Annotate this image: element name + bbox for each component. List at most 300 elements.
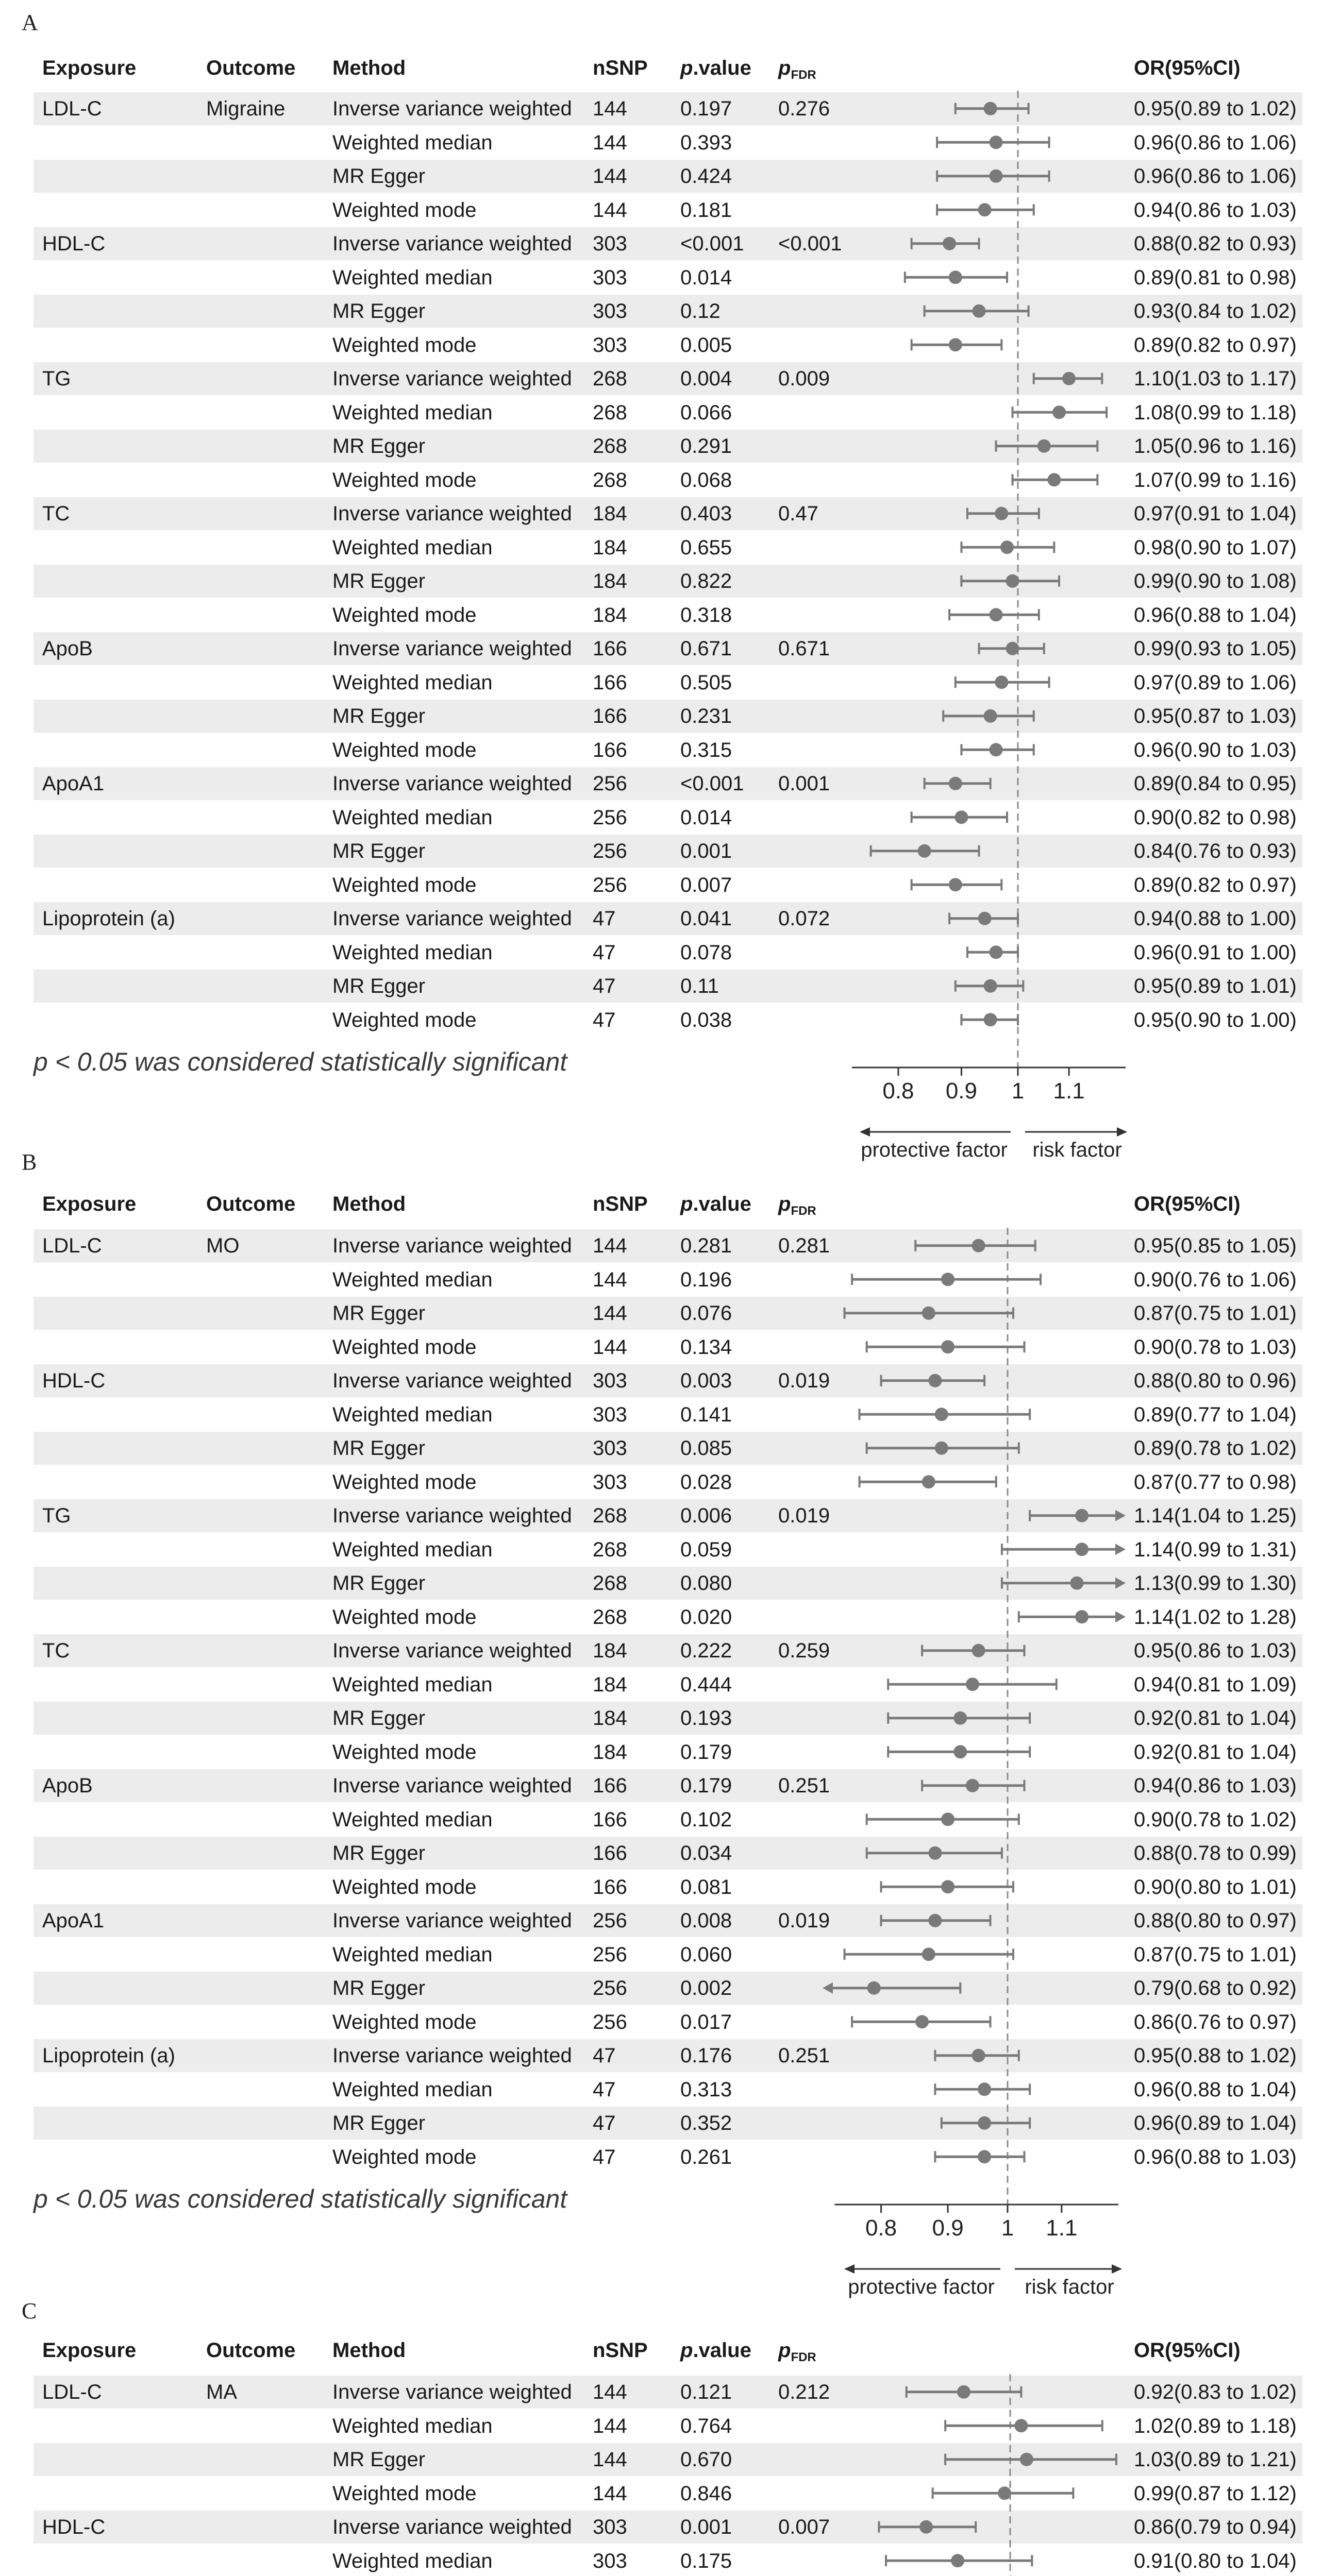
method-cell: Weighted mode bbox=[332, 198, 477, 222]
protective-arrow-head bbox=[860, 1127, 870, 1137]
nsnp-cell: 184 bbox=[593, 1673, 627, 1696]
pvalue-cell: 0.014 bbox=[680, 266, 732, 289]
nsnp-cell: 256 bbox=[593, 2010, 627, 2033]
or-ci-cell: 0.94(0.86 to 1.03) bbox=[1134, 1774, 1297, 1797]
method-cell: MR Egger bbox=[332, 2448, 426, 2471]
pvalue-cell: 0.014 bbox=[680, 806, 732, 829]
method-cell: MR Egger bbox=[332, 1302, 426, 1325]
method-cell: Weighted median bbox=[332, 1538, 493, 1561]
method-cell: Weighted median bbox=[332, 1403, 493, 1426]
pvalue-cell: 0.005 bbox=[680, 333, 732, 357]
method-cell: Weighted median bbox=[332, 1808, 493, 1831]
pfdr-cell: 0.009 bbox=[778, 367, 830, 390]
header-exposure: Exposure bbox=[42, 2339, 137, 2362]
pvalue-cell: 0.196 bbox=[680, 1268, 732, 1291]
or-ci-cell: 1.08(0.99 to 1.18) bbox=[1134, 401, 1297, 424]
pvalue-cell: 0.007 bbox=[680, 873, 732, 896]
pvalue-cell: 0.181 bbox=[680, 198, 732, 222]
or-point bbox=[949, 777, 962, 790]
or-ci-cell: 0.94(0.88 to 1.00) bbox=[1134, 907, 1297, 930]
or-ci-cell: 0.96(0.86 to 1.06) bbox=[1134, 131, 1297, 154]
header-pfdr-sub: FDR bbox=[791, 68, 816, 82]
or-ci-cell: 0.95(0.85 to 1.05) bbox=[1134, 1234, 1297, 1257]
header-outcome: Outcome bbox=[206, 57, 296, 79]
nsnp-cell: 256 bbox=[593, 873, 627, 896]
or-point bbox=[995, 675, 1008, 689]
method-cell: Weighted mode bbox=[332, 2482, 477, 2505]
pvalue-cell: 0.059 bbox=[680, 1538, 732, 1561]
pvalue-cell: 0.444 bbox=[680, 1673, 732, 1696]
header-pvalue-p: p bbox=[680, 1193, 693, 1215]
or-point bbox=[935, 1442, 948, 1455]
pvalue-cell: 0.315 bbox=[680, 738, 732, 761]
or-point bbox=[1075, 1610, 1088, 1623]
or-ci-cell: 0.86(0.76 to 0.97) bbox=[1134, 2010, 1297, 2033]
method-cell: Weighted median bbox=[332, 1268, 493, 1291]
method-cell: Inverse variance weighted bbox=[332, 907, 572, 930]
nsnp-cell: 47 bbox=[593, 2044, 616, 2067]
or-point bbox=[1052, 405, 1066, 419]
method-cell: Weighted median bbox=[332, 536, 493, 559]
nsnp-cell: 268 bbox=[593, 435, 627, 457]
pvalue-cell: 0.004 bbox=[680, 367, 732, 390]
or-point bbox=[935, 1408, 948, 1421]
or-ci-cell: 0.87(0.75 to 1.01) bbox=[1134, 1302, 1297, 1325]
pvalue-cell: 0.034 bbox=[680, 1842, 732, 1865]
exposure-cell: LDL-C bbox=[42, 2381, 102, 2403]
or-ci-cell: 0.99(0.87 to 1.12) bbox=[1134, 2482, 1297, 2505]
x-tick-label: 0.8 bbox=[882, 1078, 914, 1104]
method-cell: MR Egger bbox=[332, 840, 426, 862]
pvalue-cell: <0.001 bbox=[680, 772, 744, 795]
or-ci-cell: 1.14(1.04 to 1.25) bbox=[1134, 1504, 1297, 1527]
or-ci-cell: 0.95(0.88 to 1.02) bbox=[1134, 2044, 1297, 2067]
nsnp-cell: 184 bbox=[593, 1639, 627, 1662]
pfdr-cell: 0.212 bbox=[778, 2381, 830, 2403]
pvalue-cell: 0.318 bbox=[680, 603, 732, 626]
or-ci-cell: 0.92(0.81 to 1.04) bbox=[1134, 1707, 1297, 1730]
or-ci-cell: 0.96(0.88 to 1.04) bbox=[1134, 2078, 1297, 2101]
pvalue-cell: 0.11 bbox=[680, 975, 719, 997]
method-cell: Weighted median bbox=[332, 2078, 493, 2101]
pfdr-cell: 0.019 bbox=[778, 1369, 830, 1392]
nsnp-cell: 268 bbox=[593, 401, 627, 424]
pvalue-cell: 0.313 bbox=[680, 2078, 732, 2101]
or-point bbox=[1062, 372, 1076, 385]
nsnp-cell: 166 bbox=[593, 671, 627, 694]
nsnp-cell: 303 bbox=[593, 1403, 627, 1426]
nsnp-cell: 47 bbox=[593, 975, 616, 997]
method-cell: Weighted mode bbox=[332, 1008, 477, 1031]
panel-c bbox=[0, 2287, 1323, 2576]
method-cell: Weighted median bbox=[332, 671, 493, 694]
ci-arrow-right bbox=[1115, 1510, 1126, 1521]
pvalue-cell: 0.020 bbox=[680, 1605, 732, 1629]
nsnp-cell: 144 bbox=[593, 2381, 627, 2403]
nsnp-cell: 303 bbox=[593, 1470, 627, 1494]
pvalue-cell: 0.176 bbox=[680, 2044, 732, 2067]
nsnp-cell: 256 bbox=[593, 772, 627, 795]
forest-plot bbox=[0, 1139, 1323, 2298]
method-cell: Weighted mode bbox=[332, 1875, 477, 1899]
or-ci-cell: 0.88(0.82 to 0.93) bbox=[1134, 232, 1297, 255]
pvalue-cell: 0.179 bbox=[680, 1774, 732, 1797]
exposure-cell: LDL-C bbox=[42, 97, 102, 120]
method-cell: Inverse variance weighted bbox=[332, 1909, 572, 1932]
panel-b bbox=[0, 1139, 1323, 2298]
outcome-cell: MO bbox=[206, 1234, 240, 1257]
method-cell: Inverse variance weighted bbox=[332, 1234, 572, 1257]
method-cell: Inverse variance weighted bbox=[332, 637, 572, 660]
or-ci-cell: 0.99(0.90 to 1.08) bbox=[1134, 570, 1297, 592]
header-pfdr-sub: FDR bbox=[791, 1204, 816, 1218]
header-method: Method bbox=[332, 57, 406, 79]
nsnp-cell: 144 bbox=[593, 1335, 627, 1359]
nsnp-cell: 256 bbox=[593, 1909, 627, 1932]
pvalue-cell: 0.281 bbox=[680, 1234, 732, 1257]
method-cell: Inverse variance weighted bbox=[332, 502, 572, 525]
nsnp-cell: 184 bbox=[593, 502, 627, 525]
or-ci-cell: 0.89(0.78 to 1.02) bbox=[1134, 1437, 1297, 1460]
pvalue-cell: 0.822 bbox=[680, 570, 732, 592]
nsnp-cell: 268 bbox=[593, 367, 627, 390]
or-ci-cell: 0.96(0.90 to 1.03) bbox=[1134, 738, 1297, 761]
exposure-cell: ApoB bbox=[42, 1774, 93, 1797]
nsnp-cell: 303 bbox=[593, 266, 627, 289]
method-cell: Weighted mode bbox=[332, 2010, 477, 2033]
pvalue-cell: 0.764 bbox=[680, 2414, 732, 2437]
header-exposure: Exposure bbox=[42, 57, 137, 79]
method-cell: Weighted mode bbox=[332, 873, 477, 896]
or-ci-cell: 0.94(0.86 to 1.03) bbox=[1134, 198, 1297, 222]
method-cell: Weighted mode bbox=[332, 603, 477, 626]
method-cell: Inverse variance weighted bbox=[332, 2044, 572, 2067]
pvalue-cell: 0.671 bbox=[680, 637, 732, 660]
header-pvalue-rest: .value bbox=[693, 2339, 751, 2362]
x-tick-label: 0.9 bbox=[945, 1078, 978, 1104]
pvalue-cell: 0.670 bbox=[680, 2448, 732, 2471]
method-cell: Inverse variance weighted bbox=[332, 1774, 572, 1797]
pvalue-cell: 0.085 bbox=[680, 1437, 732, 1460]
exposure-cell: HDL-C bbox=[42, 1369, 106, 1392]
nsnp-cell: 268 bbox=[593, 1572, 627, 1595]
risk-label: risk factor bbox=[1025, 2276, 1114, 2298]
header-pvalue-p: p bbox=[680, 57, 693, 79]
exposure-cell: HDL-C bbox=[42, 2516, 106, 2538]
method-cell: Weighted median bbox=[332, 401, 493, 424]
or-ci-cell: 0.96(0.86 to 1.06) bbox=[1134, 165, 1297, 188]
pfdr-cell: 0.276 bbox=[778, 97, 830, 120]
header-pfdr-p: p bbox=[778, 2339, 791, 2362]
or-ci-cell: 0.89(0.84 to 0.95) bbox=[1134, 772, 1297, 795]
or-point bbox=[978, 2150, 991, 2163]
or-point bbox=[1047, 473, 1061, 486]
pfdr-cell: 0.47 bbox=[778, 502, 818, 525]
header-nsnp: nSNP bbox=[593, 1193, 648, 1215]
method-cell: Inverse variance weighted bbox=[332, 1639, 572, 1662]
nsnp-cell: 47 bbox=[593, 2078, 616, 2101]
pfdr-cell: 0.251 bbox=[778, 1774, 830, 1797]
nsnp-cell: 166 bbox=[593, 1875, 627, 1899]
or-point bbox=[990, 608, 1003, 621]
method-cell: Weighted median bbox=[332, 806, 493, 829]
nsnp-cell: 184 bbox=[593, 1707, 627, 1730]
or-point bbox=[990, 743, 1003, 756]
significance-note: p < 0.05 was considered statistically significant bbox=[34, 1047, 567, 1076]
or-ci-cell: 1.13(0.99 to 1.30) bbox=[1134, 1572, 1297, 1595]
or-point bbox=[928, 1374, 942, 1387]
method-cell: MR Egger bbox=[332, 1707, 426, 1730]
or-ci-cell: 0.94(0.81 to 1.09) bbox=[1134, 1673, 1297, 1696]
or-point bbox=[1037, 439, 1051, 453]
method-cell: Weighted mode bbox=[332, 1740, 477, 1764]
or-point bbox=[1000, 540, 1014, 554]
or-ci-cell: 0.95(0.87 to 1.03) bbox=[1134, 705, 1297, 727]
method-cell: Weighted median bbox=[332, 1943, 493, 1966]
method-cell: Weighted mode bbox=[332, 2145, 477, 2168]
nsnp-cell: 303 bbox=[593, 232, 627, 255]
or-point bbox=[990, 945, 1003, 959]
nsnp-cell: 184 bbox=[593, 1740, 627, 1764]
nsnp-cell: 144 bbox=[593, 97, 627, 120]
header-outcome: Outcome bbox=[206, 2339, 296, 2362]
pvalue-cell: 0.006 bbox=[680, 1504, 732, 1527]
or-point bbox=[941, 1273, 954, 1286]
exposure-cell: HDL-C bbox=[42, 232, 106, 255]
pvalue-cell: 0.002 bbox=[680, 1977, 732, 1999]
pvalue-cell: 0.078 bbox=[680, 941, 732, 964]
or-point bbox=[998, 2486, 1011, 2500]
or-ci-cell: 0.87(0.77 to 0.98) bbox=[1134, 1470, 1297, 1494]
or-point bbox=[922, 1307, 935, 1320]
pfdr-cell: <0.001 bbox=[778, 232, 842, 255]
pvalue-cell: 0.102 bbox=[680, 1808, 732, 1831]
method-cell: Inverse variance weighted bbox=[332, 772, 572, 795]
or-point bbox=[995, 507, 1008, 520]
or-point bbox=[867, 1981, 881, 1995]
header-nsnp: nSNP bbox=[593, 2339, 648, 2362]
or-point bbox=[928, 1846, 942, 1860]
nsnp-cell: 184 bbox=[593, 536, 627, 559]
pvalue-cell: 0.141 bbox=[680, 1403, 732, 1426]
pvalue-cell: 0.038 bbox=[680, 1008, 732, 1031]
or-point bbox=[990, 135, 1003, 149]
or-point bbox=[978, 2082, 991, 2096]
nsnp-cell: 166 bbox=[593, 637, 627, 660]
significance-note: p < 0.05 was considered statistically significant bbox=[34, 2184, 567, 2213]
or-ci-cell: 0.90(0.78 to 1.03) bbox=[1134, 1335, 1297, 1359]
x-tick-label: 1.1 bbox=[1046, 2215, 1078, 2241]
or-point bbox=[984, 1013, 997, 1026]
nsnp-cell: 47 bbox=[593, 1008, 616, 1031]
pvalue-cell: 0.505 bbox=[680, 671, 732, 694]
pvalue-cell: 0.393 bbox=[680, 131, 732, 154]
or-point bbox=[990, 170, 1003, 183]
or-ci-cell: 0.88(0.78 to 0.99) bbox=[1134, 1842, 1297, 1865]
nsnp-cell: 144 bbox=[593, 2482, 627, 2505]
or-ci-cell: 0.97(0.89 to 1.06) bbox=[1134, 671, 1297, 694]
or-point bbox=[966, 1779, 979, 1792]
exposure-cell: ApoA1 bbox=[42, 1909, 105, 1932]
or-point bbox=[919, 2520, 933, 2534]
or-ci-cell: 0.87(0.75 to 1.01) bbox=[1134, 1943, 1297, 1966]
pvalue-cell: 0.846 bbox=[680, 2482, 732, 2505]
nsnp-cell: 47 bbox=[593, 2145, 616, 2168]
or-ci-cell: 0.86(0.79 to 0.94) bbox=[1134, 2516, 1297, 2538]
pvalue-cell: 0.080 bbox=[680, 1572, 732, 1595]
or-ci-cell: 0.90(0.82 to 0.98) bbox=[1134, 806, 1297, 829]
pvalue-cell: 0.197 bbox=[680, 97, 732, 120]
nsnp-cell: 47 bbox=[593, 2112, 616, 2134]
nsnp-cell: 47 bbox=[593, 907, 616, 930]
nsnp-cell: 184 bbox=[593, 603, 627, 626]
pvalue-cell: 0.003 bbox=[680, 1369, 732, 1392]
nsnp-cell: 303 bbox=[593, 2549, 627, 2572]
pvalue-cell: 0.222 bbox=[680, 1639, 732, 1662]
panel-letter: B bbox=[22, 1149, 37, 1175]
risk-arrow-head bbox=[1112, 2264, 1122, 2274]
pfdr-cell: 0.281 bbox=[778, 1234, 830, 1257]
pvalue-cell: 0.12 bbox=[680, 300, 721, 323]
or-point bbox=[1020, 2453, 1033, 2466]
exposure-cell: TG bbox=[42, 1504, 71, 1527]
method-cell: Weighted mode bbox=[332, 1605, 477, 1629]
nsnp-cell: 47 bbox=[593, 941, 616, 964]
nsnp-cell: 144 bbox=[593, 198, 627, 222]
panel-letter: C bbox=[22, 2298, 37, 2324]
pvalue-cell: 0.424 bbox=[680, 165, 732, 188]
pfdr-cell: 0.251 bbox=[778, 2044, 830, 2067]
pvalue-cell: 0.655 bbox=[680, 536, 732, 559]
or-point bbox=[951, 2554, 964, 2567]
or-point bbox=[984, 709, 997, 723]
pvalue-cell: 0.017 bbox=[680, 2010, 732, 2033]
or-ci-cell: 0.89(0.77 to 1.04) bbox=[1134, 1403, 1297, 1426]
nsnp-cell: 144 bbox=[593, 2414, 627, 2437]
pvalue-cell: 0.231 bbox=[680, 705, 732, 727]
or-ci-cell: 0.79(0.68 to 0.92) bbox=[1134, 1977, 1297, 1999]
nsnp-cell: 303 bbox=[593, 333, 627, 357]
or-point bbox=[984, 102, 997, 115]
exposure-cell: LDL-C bbox=[42, 1234, 102, 1257]
or-point bbox=[984, 979, 997, 993]
nsnp-cell: 166 bbox=[593, 1774, 627, 1797]
header-pfdr-p: p bbox=[778, 57, 791, 79]
method-cell: Inverse variance weighted bbox=[332, 367, 572, 390]
or-point bbox=[954, 810, 968, 824]
method-cell: Inverse variance weighted bbox=[332, 2381, 572, 2403]
panel-letter: A bbox=[22, 10, 38, 35]
or-point bbox=[972, 2049, 985, 2062]
or-ci-cell: 1.07(0.99 to 1.16) bbox=[1134, 468, 1297, 492]
or-ci-cell: 0.96(0.89 to 1.04) bbox=[1134, 2112, 1297, 2134]
method-cell: MR Egger bbox=[332, 165, 426, 188]
pvalue-cell: 0.081 bbox=[680, 1875, 732, 1899]
method-cell: Weighted median bbox=[332, 131, 493, 154]
method-cell: Weighted median bbox=[332, 266, 493, 289]
ci-arrow-right bbox=[1115, 1611, 1126, 1622]
or-ci-cell: 1.10(1.03 to 1.17) bbox=[1134, 367, 1297, 390]
or-point bbox=[941, 1340, 954, 1353]
or-point bbox=[949, 270, 962, 284]
header-pvalue-p: p bbox=[680, 2339, 693, 2362]
or-ci-cell: 0.90(0.80 to 1.01) bbox=[1134, 1875, 1297, 1899]
nsnp-cell: 144 bbox=[593, 1234, 627, 1257]
or-point bbox=[922, 1475, 935, 1488]
or-ci-cell: 1.14(0.99 to 1.31) bbox=[1134, 1538, 1297, 1561]
method-cell: MR Egger bbox=[332, 1842, 426, 1865]
method-cell: MR Egger bbox=[332, 1572, 426, 1595]
pfdr-cell: 0.259 bbox=[778, 1639, 830, 1662]
pvalue-cell: 0.076 bbox=[680, 1302, 732, 1325]
x-tick-label: 1.1 bbox=[1053, 1078, 1085, 1104]
x-tick-label: 1 bbox=[1011, 1078, 1025, 1104]
or-point bbox=[949, 338, 962, 351]
or-ci-cell: 0.96(0.88 to 1.03) bbox=[1134, 2145, 1297, 2168]
or-point bbox=[966, 1677, 979, 1691]
nsnp-cell: 268 bbox=[593, 468, 627, 492]
method-cell: MR Egger bbox=[332, 570, 426, 592]
or-ci-cell: 0.92(0.83 to 1.02) bbox=[1134, 2381, 1297, 2403]
or-ci-cell: 0.92(0.81 to 1.04) bbox=[1134, 1740, 1297, 1764]
header-method: Method bbox=[332, 1193, 406, 1215]
or-point bbox=[1070, 1577, 1083, 1590]
header-exposure: Exposure bbox=[42, 1193, 137, 1215]
method-cell: Weighted median bbox=[332, 941, 493, 964]
or-point bbox=[1075, 1543, 1088, 1556]
or-ci-cell: 0.90(0.78 to 1.02) bbox=[1134, 1808, 1297, 1831]
or-point bbox=[972, 1644, 985, 1657]
method-cell: MR Egger bbox=[332, 705, 426, 727]
or-ci-cell: 0.89(0.82 to 0.97) bbox=[1134, 873, 1297, 896]
or-point bbox=[941, 1812, 954, 1826]
pvalue-cell: 0.060 bbox=[680, 1943, 732, 1966]
exposure-cell: ApoB bbox=[42, 637, 93, 660]
pvalue-cell: 0.134 bbox=[680, 1335, 732, 1359]
pvalue-cell: 0.261 bbox=[680, 2145, 732, 2168]
panel-a bbox=[0, 0, 1323, 1161]
or-ci-cell: 0.95(0.86 to 1.03) bbox=[1134, 1639, 1297, 1662]
or-ci-cell: 0.84(0.76 to 0.93) bbox=[1134, 840, 1297, 862]
nsnp-cell: 256 bbox=[593, 1943, 627, 1966]
pvalue-cell: 0.121 bbox=[680, 2381, 732, 2403]
header-or: OR(95%CI) bbox=[1134, 1193, 1241, 1215]
method-cell: MR Egger bbox=[332, 300, 426, 323]
or-ci-cell: 0.88(0.80 to 0.96) bbox=[1134, 1369, 1297, 1392]
method-cell: Inverse variance weighted bbox=[332, 232, 572, 255]
or-point bbox=[943, 237, 956, 250]
or-point bbox=[953, 1711, 967, 1725]
pvalue-cell: 0.179 bbox=[680, 1740, 732, 1764]
nsnp-cell: 303 bbox=[593, 1369, 627, 1392]
pfdr-cell: 0.019 bbox=[778, 1909, 830, 1932]
protective-label: protective factor bbox=[861, 1139, 1008, 1161]
header-pfdr-p: p bbox=[778, 1193, 791, 1215]
nsnp-cell: 144 bbox=[593, 2448, 627, 2471]
method-cell: MR Egger bbox=[332, 1437, 426, 1460]
pvalue-cell: 0.193 bbox=[680, 1707, 732, 1730]
method-cell: Weighted mode bbox=[332, 1335, 477, 1359]
or-ci-cell: 0.95(0.89 to 1.01) bbox=[1134, 975, 1297, 997]
nsnp-cell: 166 bbox=[593, 705, 627, 727]
nsnp-cell: 166 bbox=[593, 1808, 627, 1831]
or-point bbox=[953, 1745, 967, 1758]
method-cell: Inverse variance weighted bbox=[332, 1504, 572, 1527]
pvalue-cell: 0.001 bbox=[680, 840, 732, 862]
exposure-cell: TC bbox=[42, 502, 70, 525]
or-point bbox=[978, 912, 992, 925]
pvalue-cell: 0.352 bbox=[680, 2112, 732, 2134]
